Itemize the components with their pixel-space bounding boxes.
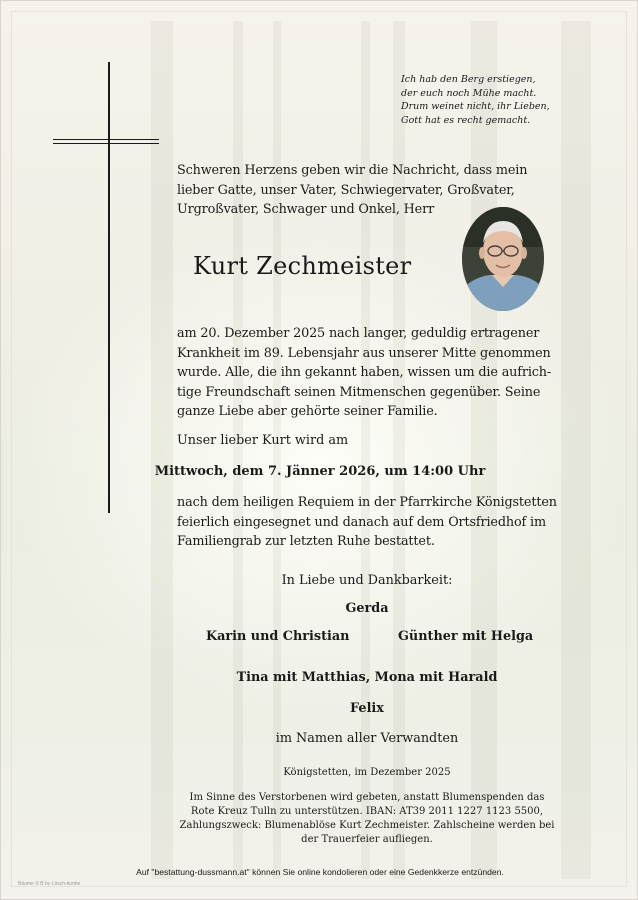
funeral-intro: Unser lieber Kurt wird am — [177, 433, 349, 448]
place-date: Königstetten, im Dezember 2025 — [283, 767, 451, 778]
mourner-right: Günther mit Helga — [398, 629, 534, 644]
donation-note-line: Zahlungszweck: Blumenablöse Kurt Zechmeister. Zahlscheine werden bei — [179, 820, 555, 831]
background-tree — [471, 21, 497, 879]
life-text-line: tige Freundschaft seinen Mitmenschen gegenüber. Seine — [177, 384, 541, 400]
mourners-heading: In Liebe und Dankbarkeit: — [281, 573, 453, 588]
mourner-wife: Gerda — [345, 601, 389, 616]
image-credit: Bäume © B by Lösch-kunhe — [18, 881, 81, 887]
funeral-date: Mittwoch, dem 7. Jänner 2026, um 14:00 Uhr — [154, 464, 486, 479]
donation-note-line: Im Sinne des Verstorbenen wird gebeten, anstatt Blumenspenden das — [189, 792, 545, 803]
life-text-line: am 20. Dezember 2025 nach langer, geduldig ertragener — [177, 326, 540, 341]
funeral-details — [177, 493, 557, 552]
portrait-photo — [462, 207, 544, 311]
background-tree — [273, 21, 281, 879]
mourner-grandchildren: Tina mit Matthias, Mona mit Harald — [236, 670, 498, 685]
donation-note-line: der Trauerfeier aufliegen. — [301, 834, 433, 845]
donation-note-line: Rote Kreuz Tulln zu unterstützen. IBAN: AT39 2011 1227 1123 5500, — [190, 806, 544, 817]
poem-line: Ich hab den Berg erstiegen, — [401, 74, 536, 85]
portrait-image — [462, 207, 544, 311]
cross-icon-vertical — [108, 62, 110, 513]
background-tree — [393, 21, 405, 879]
poem — [401, 73, 561, 127]
life-text-line: ganze Liebe aber gehörte seiner Familie. — [177, 404, 438, 420]
life-text-line: Krankheit im 89. Lebensjahr aus unserer Mitte genommen — [177, 345, 551, 361]
deceased-name: Kurt Zechmeister — [193, 252, 412, 280]
funeral-details-line: feierlich eingesegnet und danach auf dem Ortsfriedhof im — [177, 514, 546, 530]
footer-condolence-text: Auf "bestattung-dussmann.at" können Sie online kondolieren oder eine Gedenkkerze entzünden. — [136, 867, 504, 877]
funeral-details-line: nach dem heiligen Requiem in der Pfarrkirche Königstetten — [177, 495, 557, 510]
background-tree — [361, 21, 370, 879]
life-text-line: wurde. Alle, die ihn gekannt haben, wissen um die aufrich- — [177, 365, 552, 381]
poem-line: Drum weinet nicht, ihr Lieben, — [401, 101, 550, 112]
mourner-left: Karin und Christian — [206, 629, 350, 644]
intro-line: Schweren Herzens geben wir die Nachricht, dass mein — [177, 163, 528, 178]
life-text — [177, 324, 551, 422]
announcement-intro — [177, 161, 527, 220]
background-tree — [561, 21, 591, 879]
intro-line: Urgroßvater, Schwager und Onkel, Herr — [177, 202, 435, 218]
background-tree — [151, 21, 173, 879]
mourner-great-grandchild: Felix — [350, 701, 384, 716]
poem-line: der euch noch Mühe macht. — [401, 87, 537, 99]
cross-icon-horizontal — [53, 139, 159, 144]
intro-line: lieber Gatte, unser Vater, Schwiegervater, Großvater, — [177, 182, 515, 198]
donation-note — [177, 791, 557, 847]
funeral-details-line: Familiengrab zur letzten Ruhe bestattet. — [177, 534, 435, 550]
mourner-relatives: im Namen aller Verwandten — [275, 731, 459, 746]
poem-line: Gott hat es recht gemacht. — [401, 114, 531, 126]
background-tree — [233, 21, 243, 879]
